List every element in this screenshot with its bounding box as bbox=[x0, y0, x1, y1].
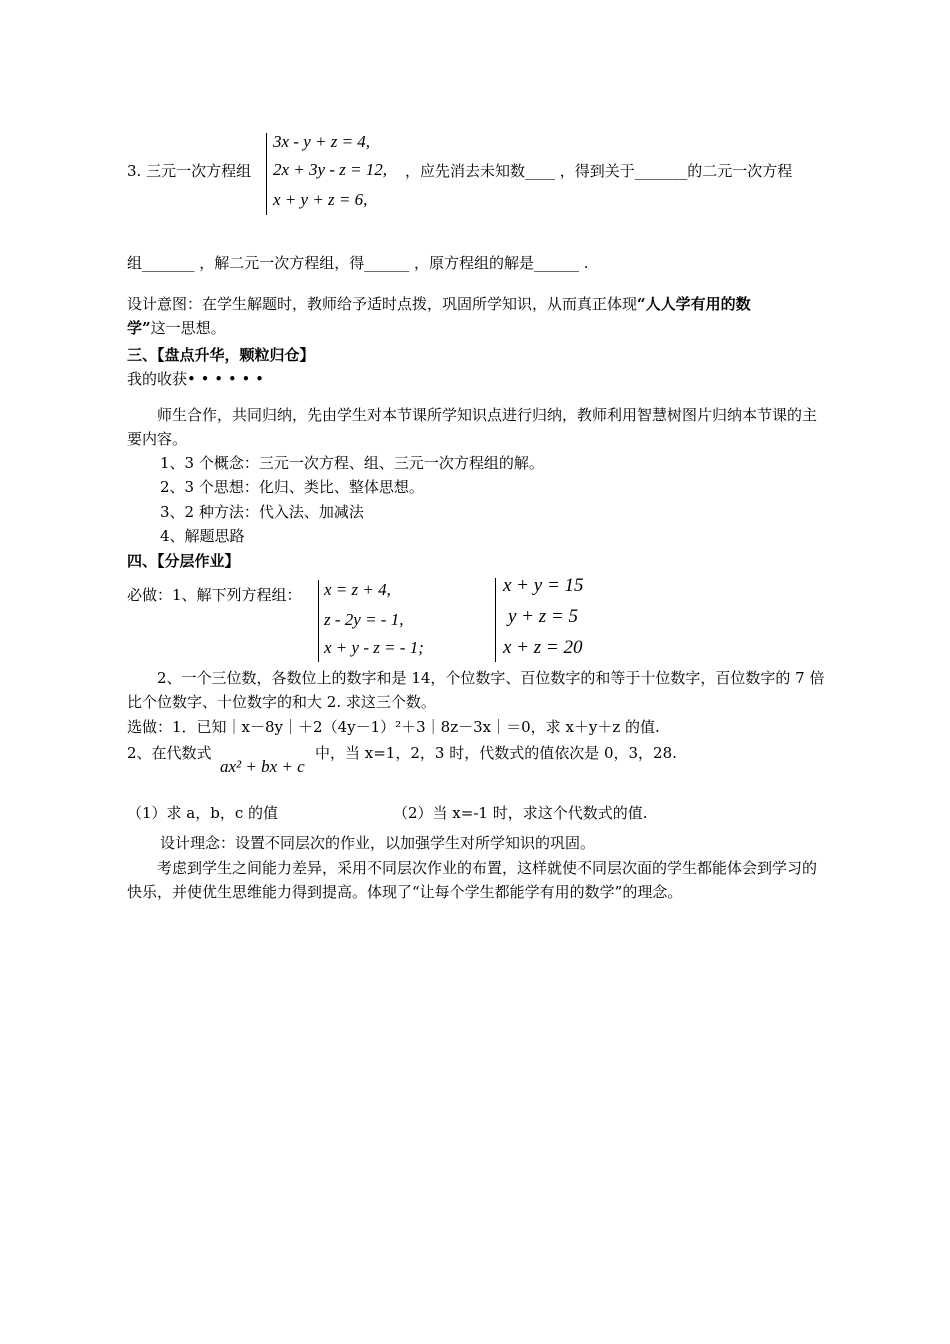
design-intent-text-end: 这一思想。 bbox=[150, 319, 226, 337]
system-a-brace bbox=[318, 580, 319, 662]
q3-line2: 组_______ ，解二元一次方程组，得______ ，原方程组的解是______ . bbox=[127, 254, 589, 272]
final-paragraph: 考虑到学生之间能力差异，采用不同层次作业的布置，这样就使不同层次面的学生都能体会到学习的快乐，并使优生思维能力得到提高。体现了“让每个学生都能学有用的数学”的理念。 bbox=[127, 859, 818, 901]
section3-heading: 三、【盘点升华，颗粒归仓】 bbox=[127, 346, 315, 364]
section3-item: 2、3 个思想：化归、类比、整体思想。 bbox=[160, 478, 424, 496]
section3-item: 3、2 种方法：代入法、加减法 bbox=[160, 503, 364, 521]
optional-q1: 选做：1．已知｜x－8y｜＋2（4y－1）²＋3｜8z－3x｜＝0，求 x＋y＋z 的值. bbox=[127, 718, 660, 736]
q3-eq1: 3x - y + z = 4, bbox=[273, 132, 371, 151]
q3-eq2: 2x + 3y - z = 12, bbox=[273, 160, 388, 179]
q3-prefix: 3. 三元一次方程组 bbox=[127, 162, 252, 180]
section4-heading: 四、【分层作业】 bbox=[127, 552, 240, 570]
system-a-eq3: x + y - z = - 1; bbox=[324, 638, 424, 657]
section3-item: 4、解题思路 bbox=[160, 527, 245, 545]
sub-question-1: （1）求 a，b，c 的值 bbox=[127, 804, 279, 822]
design-concept: 设计理念：设置不同层次的作业，以加强学生对所学知识的巩固。 bbox=[160, 834, 596, 852]
design-intent bbox=[127, 292, 827, 340]
optional-q2-expr: ax² + bx + c bbox=[220, 757, 305, 776]
section3-paragraph: 师生合作，共同归纳，先由学生对本节课所学知识点进行归纳，教师利用智慧树图片归纳本节课的主要内容。 bbox=[127, 406, 818, 448]
optional-q2-a: 2、在代数式 bbox=[127, 744, 212, 762]
system-b-brace bbox=[495, 578, 496, 662]
system-b-eq1: x + y = 15 bbox=[503, 575, 584, 596]
must-do-label: 必做：1、解下列方程组： bbox=[127, 586, 302, 604]
must-do-q2: 2、一个三位数，各数位上的数字和是 14，个位数字、百位数字的和等于十位数字，百位数字的 7 倍比个位数字、十位数字的和大 2. 求这三个数。 bbox=[127, 669, 825, 711]
system-a-eq2: z - 2y = - 1, bbox=[324, 610, 404, 629]
design-intent-text: 设计意图：在学生解题时，教师给予适时点拨，巩固所学知识，从而真正体现 bbox=[127, 295, 638, 313]
system-a-eq1: x = z + 4, bbox=[324, 580, 391, 599]
system-b-eq3: x + z = 20 bbox=[503, 637, 583, 658]
q3-eq3: x + y + z = 6, bbox=[273, 190, 368, 209]
system-b-eq2: y + z = 5 bbox=[508, 606, 578, 627]
section3-item: 1、3 个概念：三元一次方程、组、三元一次方程组的解。 bbox=[160, 454, 544, 472]
q3-system-brace bbox=[266, 133, 267, 215]
q3-tail: ，应先消去未知数____ ，得到关于_______的二元一次方程 bbox=[405, 162, 793, 180]
optional-q2-b: 中，当 x=1，2，3 时，代数式的值依次是 0，3，28. bbox=[315, 744, 677, 762]
sub-question-2: （2）当 x=-1 时，求这个代数式的值. bbox=[393, 804, 648, 822]
design-intent-bold-end: 学” bbox=[127, 319, 151, 337]
section3-harvest: 我的收获• • • • • • bbox=[127, 370, 264, 388]
design-intent-bold: “人人学有用的数 bbox=[637, 295, 751, 313]
